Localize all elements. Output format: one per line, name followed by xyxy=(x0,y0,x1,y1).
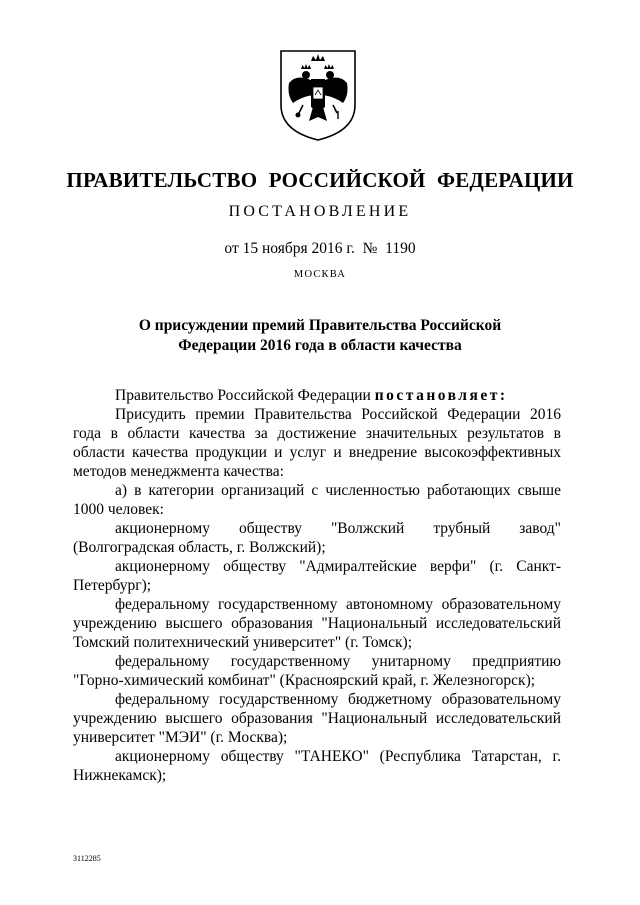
intro-paragraph xyxy=(73,386,561,405)
coat-of-arms-emblem xyxy=(273,47,363,143)
document-subject xyxy=(0,316,640,356)
government-title: ПРАВИТЕЛЬСТВО РОССИЙСКОЙ ФЕДЕРАЦИИ xyxy=(66,168,574,192)
decree-word: постановляет: xyxy=(374,387,508,404)
body-paragraph: федеральному государственному унитарному предприятию "Горно-химический комбинат" (Красноярский край, г. Железногорск); xyxy=(73,653,561,689)
document-date-number: от 15 ноября 2016 г. № 1190 xyxy=(224,240,416,257)
footer-document-code: 3112285 xyxy=(73,854,101,863)
subject-line: Федерации 2016 года в области качества xyxy=(178,337,462,354)
body-paragraph: акционерному обществу "ТАНЕКО" (Республика Татарстан, г. Нижнекамск); xyxy=(73,748,561,784)
document-city: МОСКВА xyxy=(293,269,347,280)
body-paragraph: акционерному обществу "Адмиралтейские верфи" (г. Санкт-Петербург); xyxy=(73,558,561,594)
body-paragraph: акционерному обществу "Волжский трубный завод" (Волгоградская область, г. Волжский); xyxy=(73,520,561,556)
subject-line: О присуждении премий Правительства Российской xyxy=(138,317,502,334)
document-body xyxy=(73,386,561,785)
body-paragraph: федеральному государственному автономному образовательному учреждению высшего образования "Национальный исследовательский Томский политехнический университет" (г. Томск); xyxy=(73,596,561,651)
body-paragraph: Присудить премии Правительства Российской Федерации 2016 года в области качества за достижение значительных результатов в области качества продукции и услуг и внедрение высокоэффективных методов менеджмента качества: xyxy=(73,406,561,480)
intro-prefix: Правительство Российской Федерации xyxy=(115,387,375,404)
document-type: ПОСТАНОВЛЕНИЕ xyxy=(228,203,412,220)
body-paragraph: федеральному государственному бюджетному образовательному учреждению высшего образования "Национальный исследовательский университет "МЭИ" (г. Москва); xyxy=(73,691,561,746)
body-paragraph: а) в категории организаций с численностью работающих свыше 1000 человек: xyxy=(73,482,561,518)
